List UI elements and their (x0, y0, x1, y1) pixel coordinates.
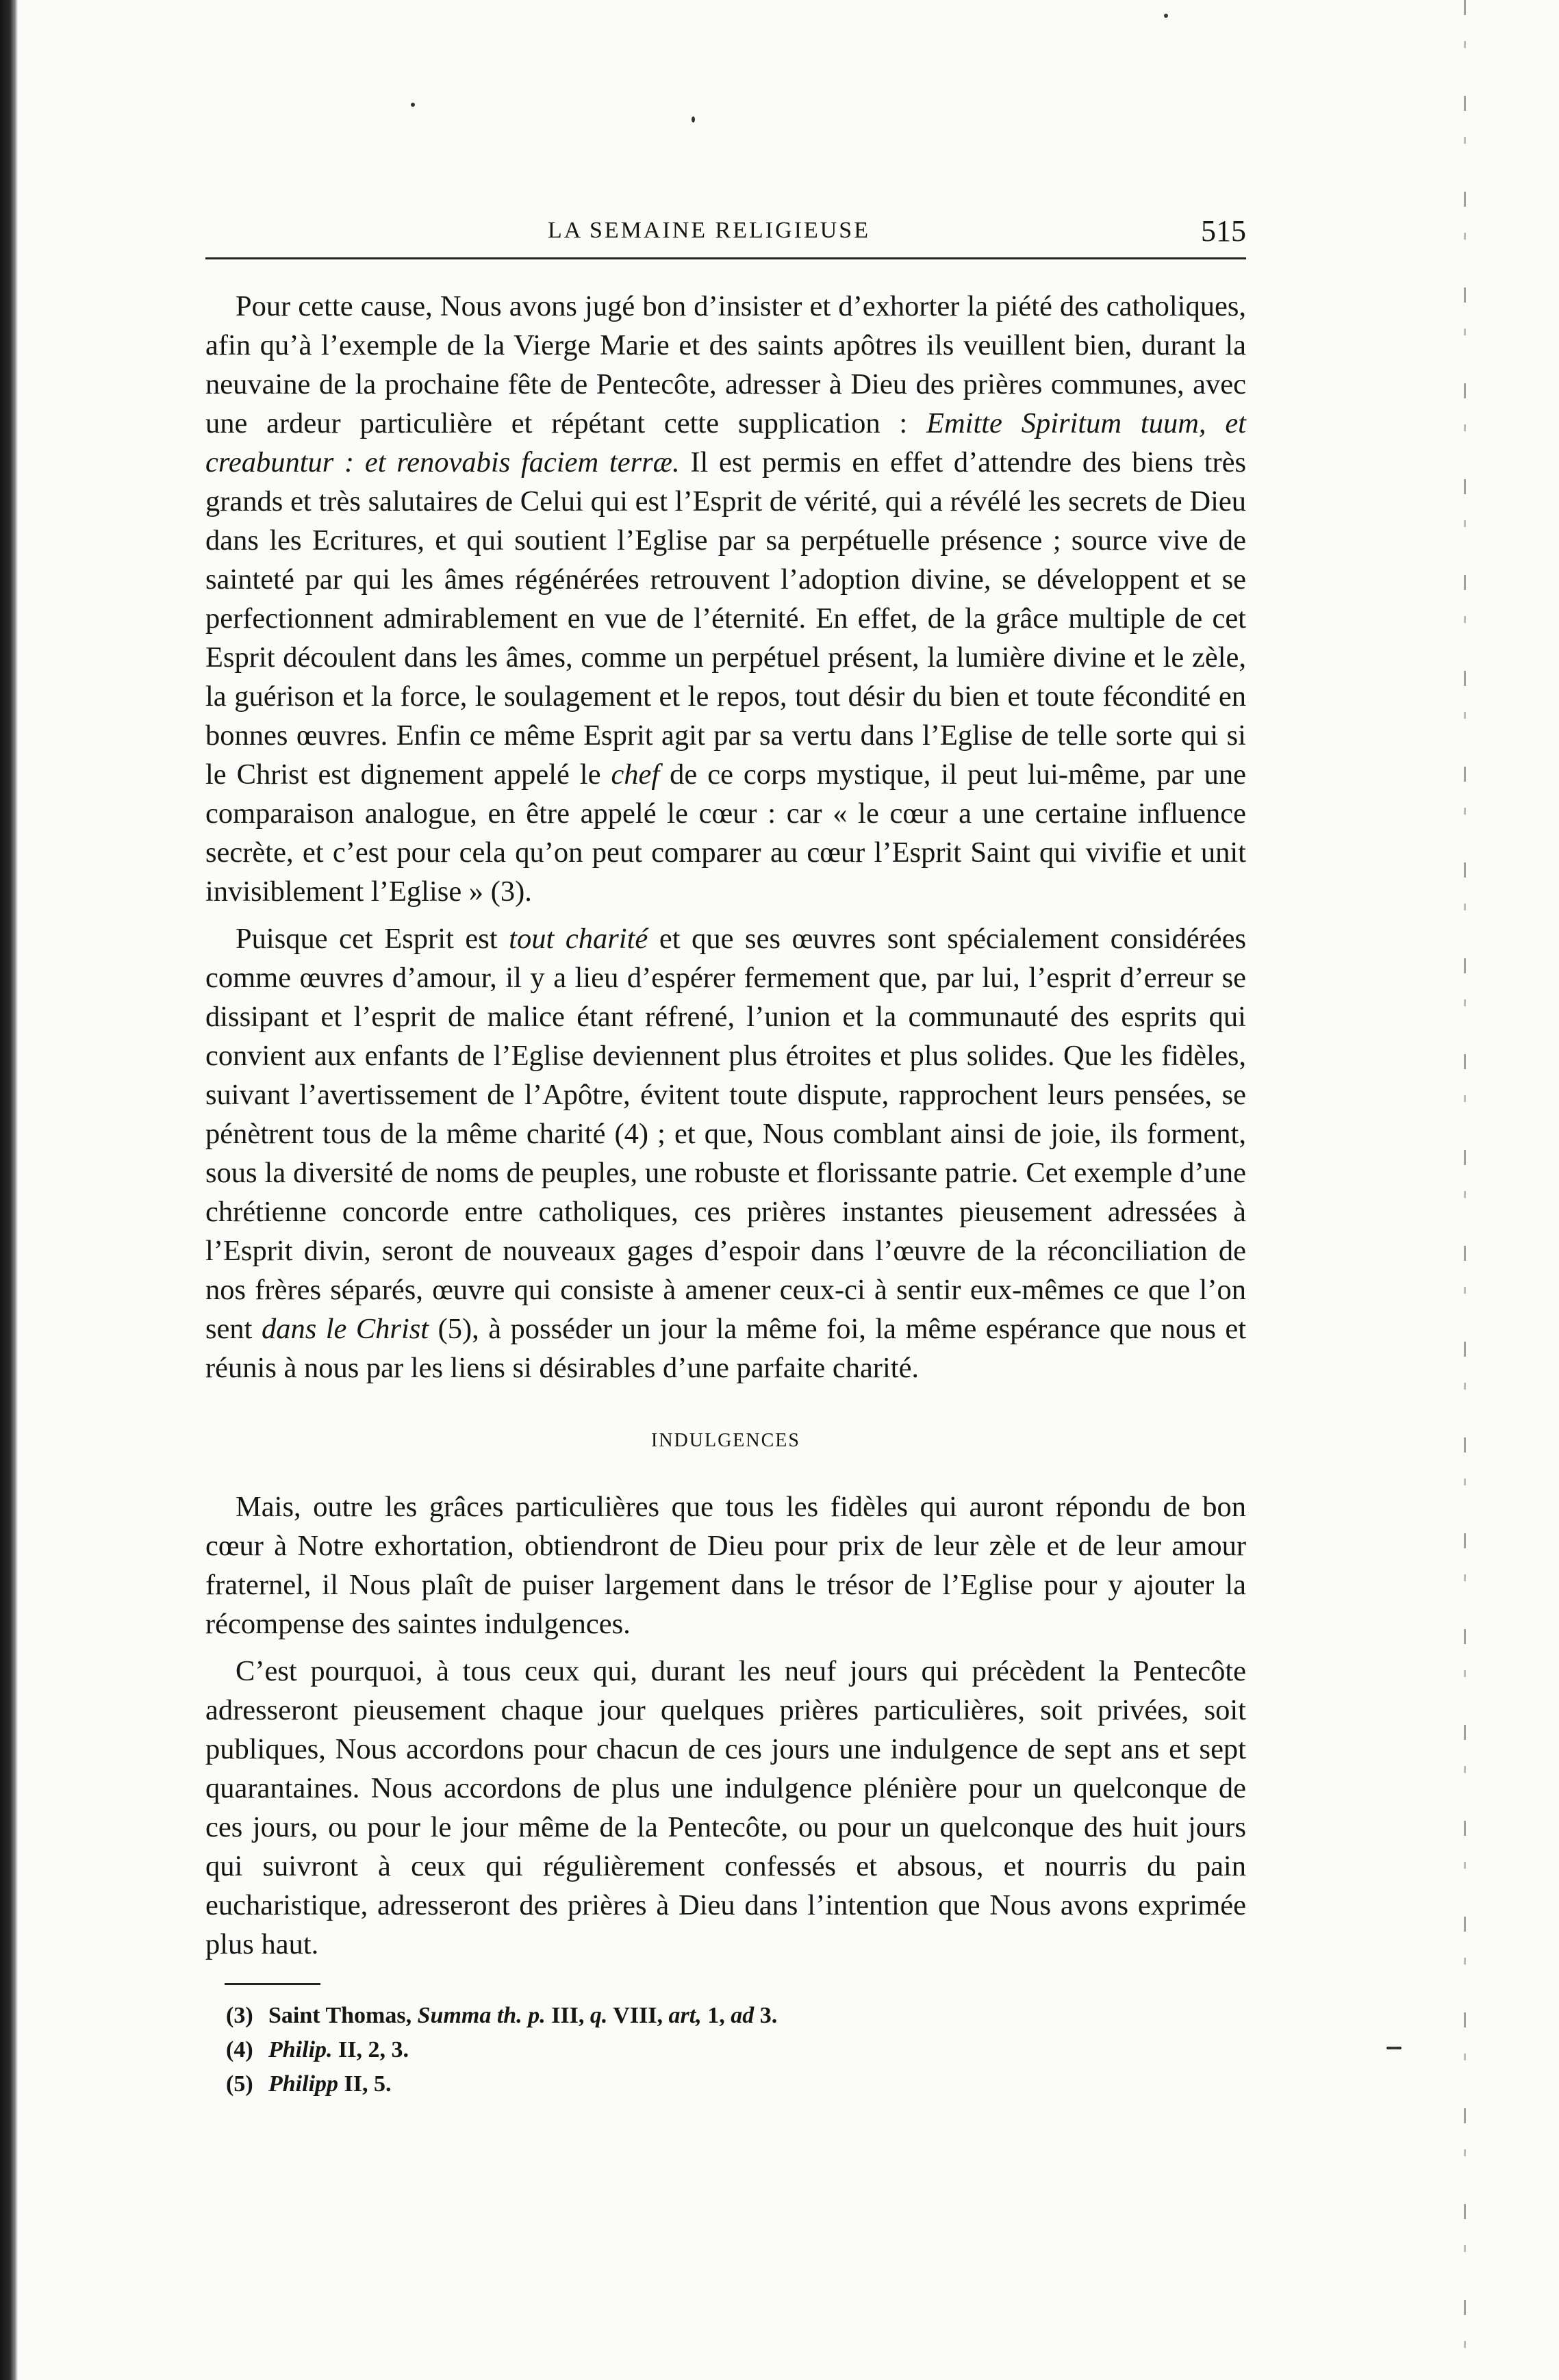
footnote: (5) Philipp II, 5. (226, 2071, 392, 2097)
page-binding-shadow (0, 0, 18, 2380)
footnote: (3) Saint Thomas, Summa th. p. III, q. VIII, art, 1, ad 3. (226, 2003, 778, 2028)
paragraph: Mais, outre les grâces particulières que tous les fidèles qui auront répondu de bon cœur à Notre exhortation, obtiendront de Dieu pour prix de leur zèle et de leur amour fraternel, il Nous plaît de puiser largement dans le trésor de l’Eglise pour y ajouter la récompense des saintes indulgences. (205, 1491, 1246, 1640)
running-title: LA SEMAINE RELIGIEUSE (548, 218, 870, 243)
header-rule (205, 257, 1246, 259)
body-text (205, 287, 1246, 1964)
scan-speck (1164, 14, 1168, 18)
section-heading: INDULGENCES (651, 1430, 800, 1451)
paragraph: Puisque cet Esprit est tout charité et que ses œuvres sont spécialement considérées comme œuvres d’amour, il y a lieu d’espérer fermement que, par lui, l’esprit d’erreur se dissipant et l’esprit de malice étant réfrené, l’union et la communauté des esprits qui convient aux enfants de l’Eglise deviennent plus étroites et plus solides. Que les fidèles, suivant l’avertissement de l’Apôtre, évitent toute dispute, rapprochent leurs pensées, se pénètrent tous de la même charité (4) ; et que, Nous comblant ainsi de joie, ils forment, sous la diversité de noms de peuples, une robuste et florissante patrie. Cet exemple d’une chrétienne concorde entre catholiques, ces prières instantes pieusement adressées à l’Esprit divin, seront de nouveaux gages d’espoir dans l’œuvre de la réconciliation de nos frères séparés, œuvre qui consiste à amener ceux-ci à sentir eux-mêmes ce que l’on sent dans le Christ (5), à posséder un jour la même foi, la même espérance que nous et réunis à nous par les liens si désirables d’une parfaite charité. (205, 923, 1247, 1384)
footnotes (226, 1999, 1246, 2101)
page-header (205, 212, 1246, 253)
paragraph: C’est pourquoi, à tous ceux qui, durant les neuf jours qui précèdent la Pentecôte adresseront pieusement chaque jour quelques prières particulières, soit privées, soit publiques, Nous accordons pour chacun de ces jours une indulgence de sept ans et sept quarantaines. Nous accordons de plus une indulgence plénière pour un quelconque de ces jours, ou pour le jour même de la Pentecôte, ou pour un quelconque des huit jours qui suivront à ceux qui régulièrement confessés et absous, et nourris du pain eucharistique, adresseront des prières à Dieu dans l’intention que Nous avons exprimée plus haut. (205, 1655, 1246, 1960)
margin-scan-marks (1464, 0, 1466, 2380)
scan-speck (692, 116, 695, 123)
paragraph: Pour cette cause, Nous avons jugé bon d’insister et d’exhorter la piété des catholiques, afin qu’à l’exemple de la Vierge Marie et des saints apôtres ils veuillent bien, durant la neuvaine de la prochaine fête de Pentecôte, adresser à Dieu des prières communes, avec une ardeur particulière et répétant cette supplication : Emitte Spiritum tuum, et creabuntur : et renovabis faciem terræ. Il est permis en effet d’attendre des biens très grands et très salutaires de Celui qui est l’Esprit de vérité, qui a révélé les secrets de Dieu dans les Ecritures, et qui soutient l’Eglise par sa perpétuelle présence ; source vive de sainteté par qui les âmes régénérées retrouvent l’adoption divine, se développent et se perfectionnent admirablement en vue de l’éternité. En effet, de la grâce multiple de cet Esprit découlent dans les âmes, comme un perpétuel présent, la lumière divine et le zèle, la guérison et la force, le soulagement et le repos, tout désir du bien et toute fécondité en bonnes œuvres. Enfin ce même Esprit agit par sa vertu dans l’Eglise de telle sorte qui si le Christ est dignement appelé le chef de ce corps mystique, il peut lui-même, par une comparaison analogue, en être appelé le cœur : car « le cœur a une certaine influence secrète, et c’est pour cela qu’on peut comparer au cœur l’Esprit Saint qui vivifie et unit invisiblement l’Eglise » (3). (205, 290, 1246, 908)
page-number: 515 (1201, 214, 1246, 248)
scan-speck (411, 103, 415, 107)
page-content (205, 212, 1246, 2101)
footnote: (4) Philip. II, 2, 3. (226, 2037, 409, 2062)
footnote-rule (225, 1983, 320, 1985)
scan-speck (1386, 2047, 1402, 2049)
